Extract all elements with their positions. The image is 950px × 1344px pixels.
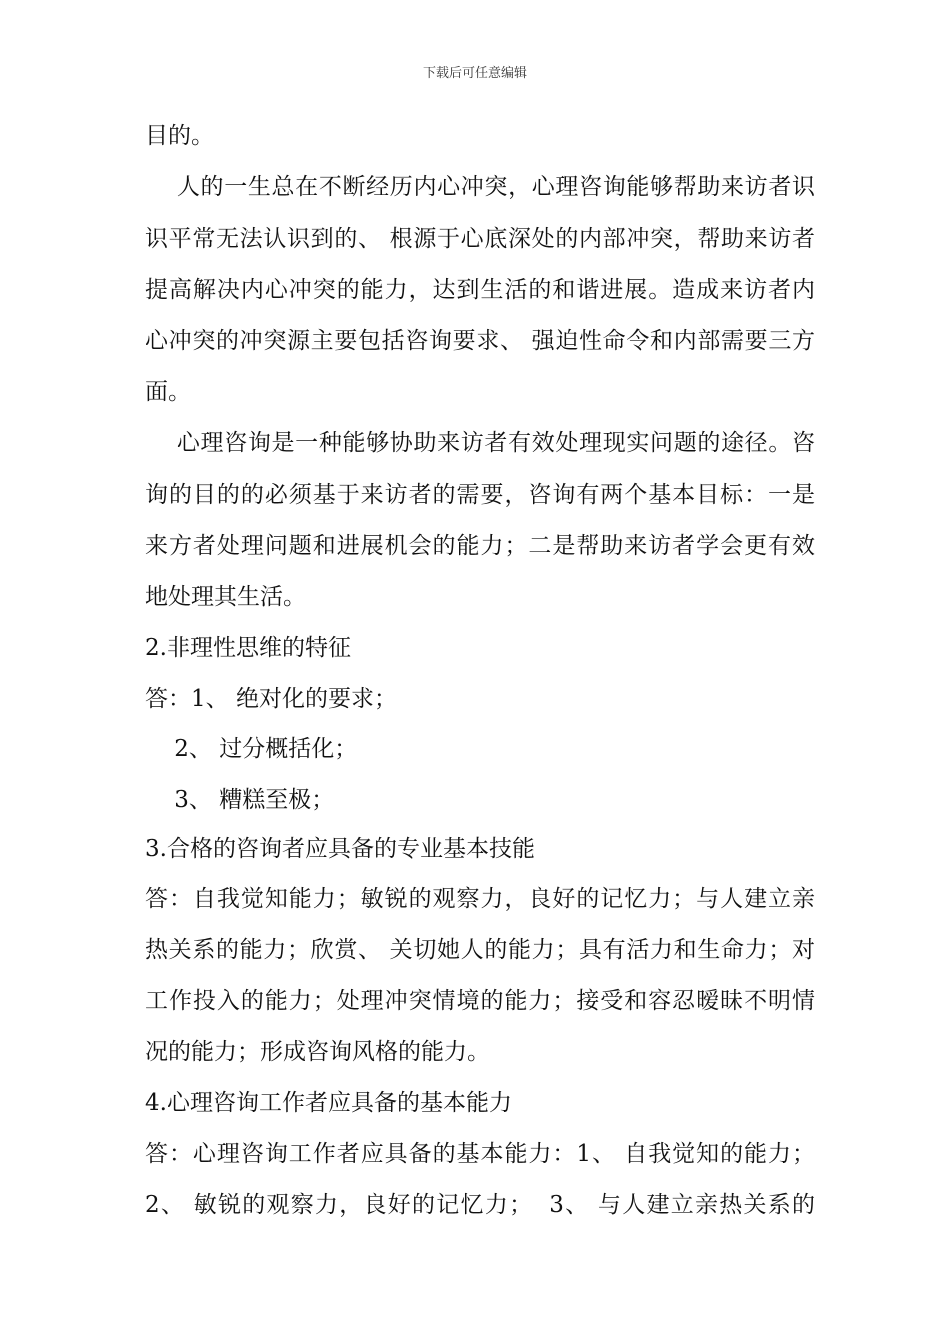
- list-item: 3、 糟糕至极；: [145, 787, 335, 813]
- text-line: 答：1、 绝对化的要求；: [145, 686, 397, 712]
- section-heading: 3.合格的咨询者应具备的专业基本技能: [145, 836, 535, 862]
- section-heading: 4.心理咨询工作者应具备的基本能力: [145, 1090, 512, 1116]
- text-line: 工作投入的能力；处理冲突情境的能力；接受和容忍暧昧不明情: [145, 988, 815, 1014]
- text-line: 况的能力；形成咨询风格的能力。: [145, 1039, 490, 1065]
- text-line: 2、 敏锐的观察力，良好的记忆力； 3、 与人建立亲热关系的: [145, 1192, 815, 1218]
- text-line: 目的。: [145, 123, 214, 149]
- text-line: 地处理其生活。: [145, 584, 306, 610]
- text-line: 人的一生总在不断经历内心冲突，心理咨询能够帮助来访者识: [145, 174, 815, 200]
- text-line: 来方者处理问题和进展机会的能力；二是帮助来访者学会更有效: [145, 533, 815, 559]
- text-line: 询的目的的必须基于来访者的需要，咨询有两个基本目标：一是: [145, 482, 815, 508]
- text-line: 热关系的能力；欣赏、 关切她人的能力；具有活力和生命力；对: [145, 937, 815, 963]
- text-line: 识平常无法认识到的、 根源于心底深处的内部冲突，帮助来访者: [145, 226, 815, 252]
- text-line: 心理咨询是一种能够协助来访者有效处理现实问题的途径。咨: [145, 430, 815, 456]
- page-header: 下载后可任意编辑: [422, 66, 527, 81]
- text-line: 心冲突的冲突源主要包括咨询要求、 强迫性命令和内部需要三方: [145, 328, 815, 354]
- list-item: 2、 过分概括化；: [145, 736, 358, 762]
- text-line: 答：自我觉知能力；敏锐的观察力，良好的记忆力；与人建立亲: [145, 886, 815, 912]
- section-heading: 2.非理性思维的特征: [145, 635, 351, 661]
- text-line: 答：心理咨询工作者应具备的基本能力：1、 自我觉知的能力；: [145, 1141, 815, 1167]
- text-line: 提高解决内心冲突的能力，达到生活的和谐进展。造成来访者内: [145, 277, 815, 303]
- text-line: 面。: [145, 379, 191, 405]
